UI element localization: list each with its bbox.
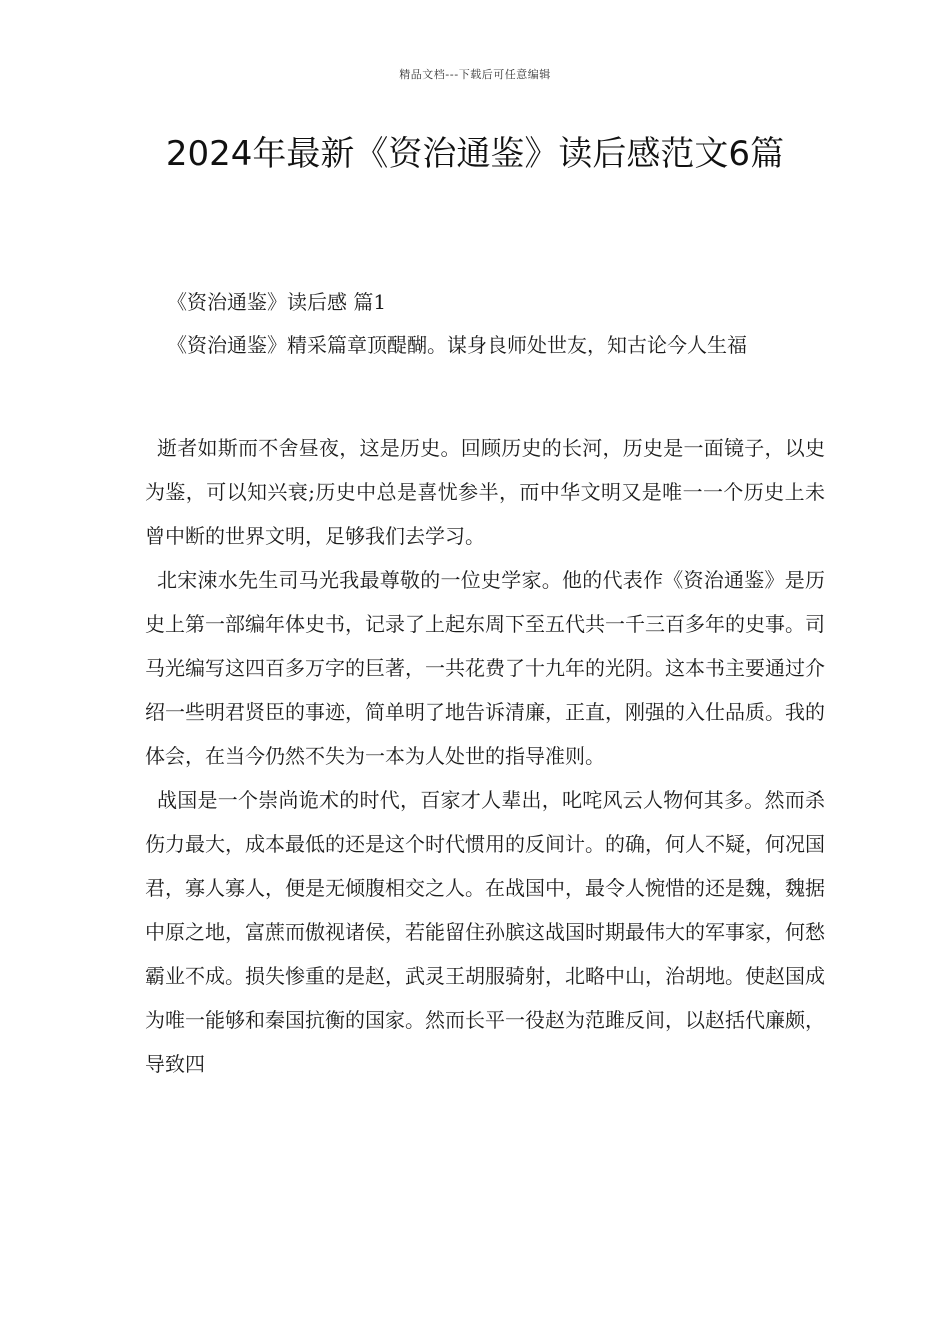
section-heading: 《资治通鉴》读后感 篇1 [167,290,387,314]
page-title: 2024年最新《资治通鉴》读后感范文6篇 [165,134,785,174]
body-content [145,426,825,1086]
paragraph-1: 逝者如斯而不舍昼夜，这是历史。回顾历史的长河，历史是一面镜子，以史为鉴，可以知兴衰;历史中总是喜忧参半，而中华文明又是唯一一个历史上未曾中断的世界文明，足够我们去学习。 [145,436,825,548]
intro-line: 《资治通鉴》精采篇章顶醍醐。谋身良师处世友，知古论今人生福 [167,333,747,357]
paragraph-3: 战国是一个崇尚诡术的时代，百家才人辈出，叱咤风云人物何其多。然而杀伤力最大，成本最低的还是这个时代惯用的反间计。的确，何人不疑，何况国君，寡人寡人，便是无倾腹相交之人。在战国中，最令人惋惜的还是魏，魏据中原之地，富蔗而傲视诸侯，若能留住孙膑这战国时期最伟大的军事家，何愁霸业不成。损失惨重的是赵，武灵王胡服骑射，北略中山，治胡地。使赵国成为唯一能够和秦国抗衡的国家。然而长平一役赵为范雎反间，以赵括代廉颇，导致四 [145,788,825,1076]
paragraph-2: 北宋涑水先生司马光我最尊敬的一位史学家。他的代表作《资治通鉴》是历史上第一部编年体史书，记录了上起东周下至五代共一千三百多年的史事。司马光编写这四百多万字的巨著，一共花费了十九年的光阴。这本书主要通过介绍一些明君贤臣的事迹，简单明了地告诉清廉，正直，刚强的入仕品质。我的体会，在当今仍然不失为一本为人处世的指导准则。 [145,568,825,768]
header-note: 精品文档---下载后可任意编辑 [399,68,551,81]
